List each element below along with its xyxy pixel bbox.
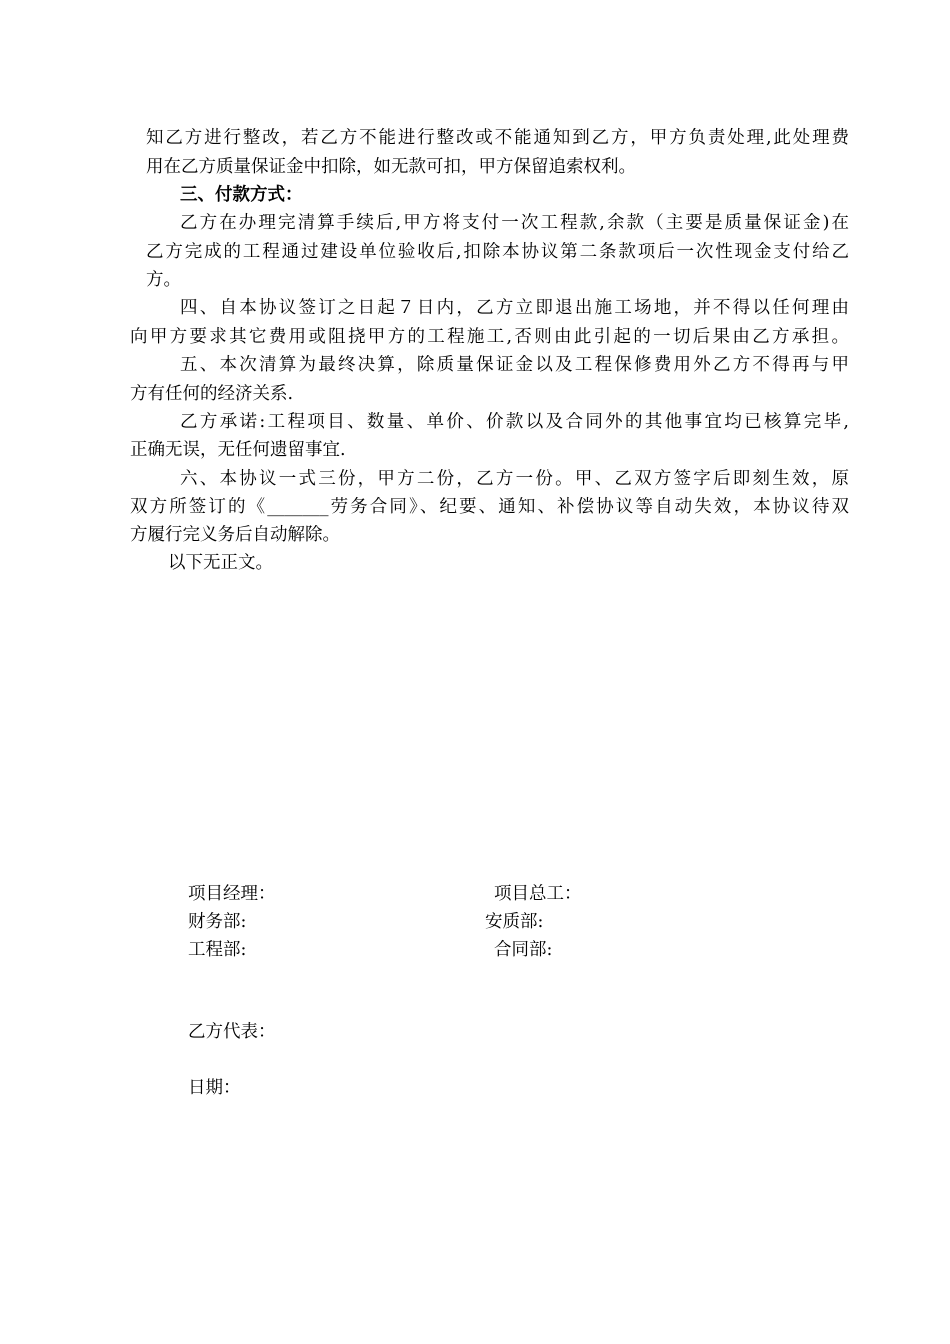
end-note: 以下无正文。 bbox=[168, 553, 273, 573]
section-4-line-1: 四、自本协议签订之日起７日内，乙方立即退出施工场地，并不得以任何理由 bbox=[180, 298, 849, 318]
section-5-line-1: 五、本次清算为最终决算，除质量保证金以及工程保修费用外乙方不得再与甲 bbox=[180, 355, 849, 375]
section-5-line-2: 方有任何的经济关系. bbox=[130, 384, 294, 404]
contract-dept-label: 合同部: bbox=[494, 940, 553, 960]
section-3-line-3: 方。 bbox=[146, 270, 181, 290]
date-label: 日期： bbox=[188, 1078, 241, 1098]
safety-dept-label: 安质部: bbox=[485, 912, 544, 932]
party-b-representative-label: 乙方代表： bbox=[188, 1022, 276, 1042]
project-manager-label: 项目经理： bbox=[188, 884, 276, 904]
section-6-line-1: 六、本协议一式三份，甲方二份，乙方一份。甲、乙双方签字后即刻生效，原 bbox=[180, 469, 849, 489]
promise-line-1: 乙方承诺:工程项目、数量、单价、价款以及合同外的其他事宜均已核算完毕, bbox=[180, 412, 849, 432]
promise-line-2: 正确无误，无任何遗留事宜. bbox=[130, 440, 346, 460]
section-4-line-2: 向甲方要求其它费用或阻挠甲方的工程施工,否则由此引起的一切后果由乙方承担。 bbox=[130, 327, 849, 347]
section-3-line-1: 乙方在办理完清算手续后,甲方将支付一次工程款,余款（主要是质量保证金)在 bbox=[180, 213, 849, 233]
section-3-heading: 三、付款方式： bbox=[180, 185, 303, 205]
section-6-line-3: 方履行完义务后自动解除。 bbox=[130, 525, 340, 545]
finance-dept-label: 财务部: bbox=[188, 912, 247, 932]
paragraph-1-line-1: 知乙方进行整改，若乙方不能进行整改或不能通知到乙方，甲方负责处理,此处理费 bbox=[146, 128, 849, 148]
section-3-line-2: 乙方完成的工程通过建设单位验收后,扣除本协议第二条款项后一次性现金支付给乙 bbox=[146, 242, 849, 262]
chief-engineer-label: 项目总工： bbox=[494, 884, 582, 904]
paragraph-1-line-2: 用在乙方质量保证金中扣除，如无款可扣，甲方保留追索权利。 bbox=[146, 157, 636, 177]
engineering-dept-label: 工程部: bbox=[188, 940, 247, 960]
section-6-line-2: 双方所签订的《_______劳务合同》、纪要、通知、补偿协议等自动失效，本协议待双 bbox=[130, 497, 849, 517]
